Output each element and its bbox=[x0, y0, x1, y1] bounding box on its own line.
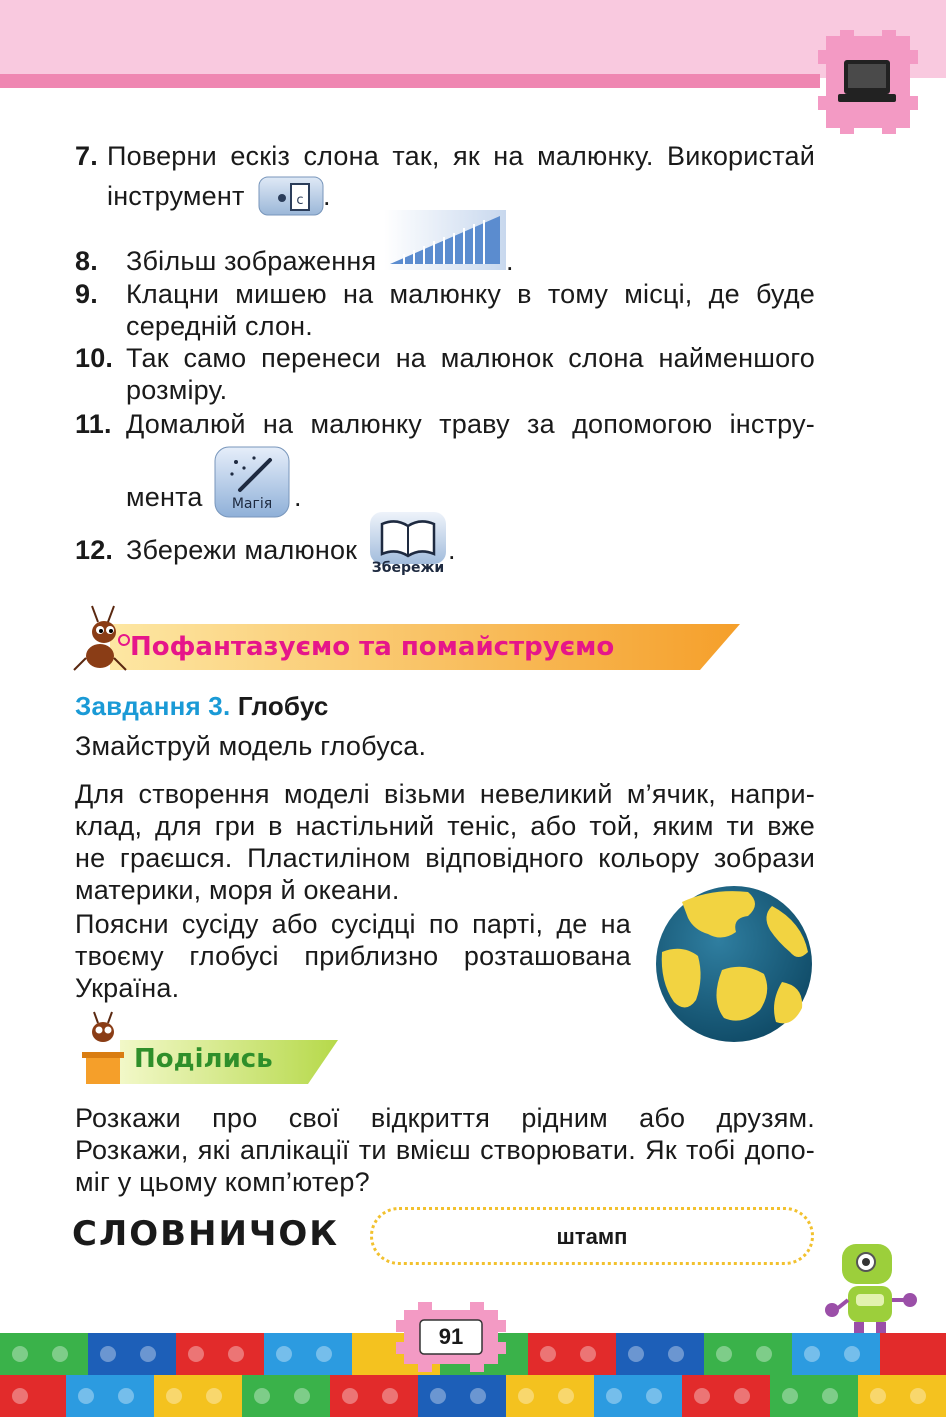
task-p1-line4: материки, моря й океани. bbox=[75, 875, 400, 905]
step-7-number: 7. bbox=[75, 141, 98, 171]
step-12-text: Збережи малюнок bbox=[126, 535, 358, 565]
share-line1: Розкажи про свої відкриття рідним або друзям. bbox=[75, 1103, 815, 1133]
plasticine-globe-image bbox=[652, 882, 816, 1046]
step-9-line1: Клацни мишею на малюнку в тому місці, де буде bbox=[126, 279, 815, 309]
step-12-number: 12. bbox=[75, 535, 114, 565]
step-11-end: . bbox=[294, 482, 302, 512]
step-11-line2: мента bbox=[126, 482, 203, 512]
step-11-line1: Домалюй на малюнку траву за допомогою інстру- bbox=[126, 409, 815, 439]
zoom-slider-icon bbox=[384, 210, 506, 270]
dictionary-word: штамп bbox=[556, 1224, 628, 1249]
task-p1-line2: клад, для гри в настільний теніс, або той, яким ти вже bbox=[75, 811, 815, 841]
task-p2-line1: Поясни сусіду або сусідці по парті, де на bbox=[75, 909, 631, 939]
banner-share-title: Поділись bbox=[134, 1044, 273, 1074]
magic-icon-label: Магія bbox=[231, 496, 273, 512]
monitor-icon bbox=[818, 30, 918, 134]
ant-speaker-icon bbox=[82, 1012, 124, 1084]
task-title: Глобус bbox=[237, 691, 329, 721]
step-10-line2: розміру. bbox=[126, 375, 228, 405]
step-9-line2: середній слон. bbox=[126, 311, 313, 341]
save-book-icon bbox=[368, 510, 448, 580]
step-7-end: . bbox=[323, 181, 331, 211]
step-7-tool-word: інструмент bbox=[107, 181, 245, 211]
dictionary-box bbox=[370, 1207, 814, 1265]
header-band bbox=[0, 0, 946, 78]
header-stripe bbox=[0, 74, 820, 88]
step-8-end: . bbox=[506, 246, 514, 276]
flip-rotate-icon bbox=[258, 176, 324, 216]
task-intro: Змайструй модель глобуса. bbox=[75, 731, 427, 761]
robot-mascot-icon bbox=[820, 1240, 930, 1340]
banner-create-title: Пофантазуємо та помайструємо bbox=[130, 632, 615, 662]
step-7-line2 bbox=[107, 180, 245, 212]
task-heading bbox=[75, 690, 329, 722]
task-label: Завдання 3. bbox=[75, 691, 231, 721]
task-p2-line3: Україна. bbox=[75, 973, 180, 1003]
step-7-line1: Поверни ескіз слона так, як на малюнку. Використай bbox=[107, 141, 815, 171]
share-line3: міг у цьому комп’ютер? bbox=[75, 1167, 370, 1197]
step-11-number: 11. bbox=[75, 409, 112, 439]
save-icon-label: Збережи bbox=[371, 560, 445, 576]
task-p1-line1: Для створення моделі візьми невеликий м’ячик, напри- bbox=[75, 779, 815, 809]
svg-text:c: c bbox=[296, 193, 304, 208]
step-8-text: Збільш зображення bbox=[126, 246, 377, 276]
share-line2: Розкажи, які аплікації ти вмієш створювати. Як тобі допо- bbox=[75, 1135, 815, 1165]
task-p1-line3: не граєшся. Пластиліном відповідного кольору зобрази bbox=[75, 843, 815, 873]
magic-wand-icon bbox=[214, 446, 290, 518]
page-number: 91 bbox=[438, 1324, 464, 1349]
task-p2-line2: твоєму глобусі приблизно розташована bbox=[75, 941, 631, 971]
step-10-line1: Так само перенеси на малюнок слона найменшого bbox=[126, 343, 815, 373]
dictionary-title: СЛОВНИЧОК bbox=[72, 1214, 340, 1254]
step-10-number: 10. bbox=[75, 343, 114, 373]
step-12-end: . bbox=[448, 535, 456, 565]
step-9-number: 9. bbox=[75, 279, 98, 309]
step-8-number: 8. bbox=[75, 246, 98, 276]
